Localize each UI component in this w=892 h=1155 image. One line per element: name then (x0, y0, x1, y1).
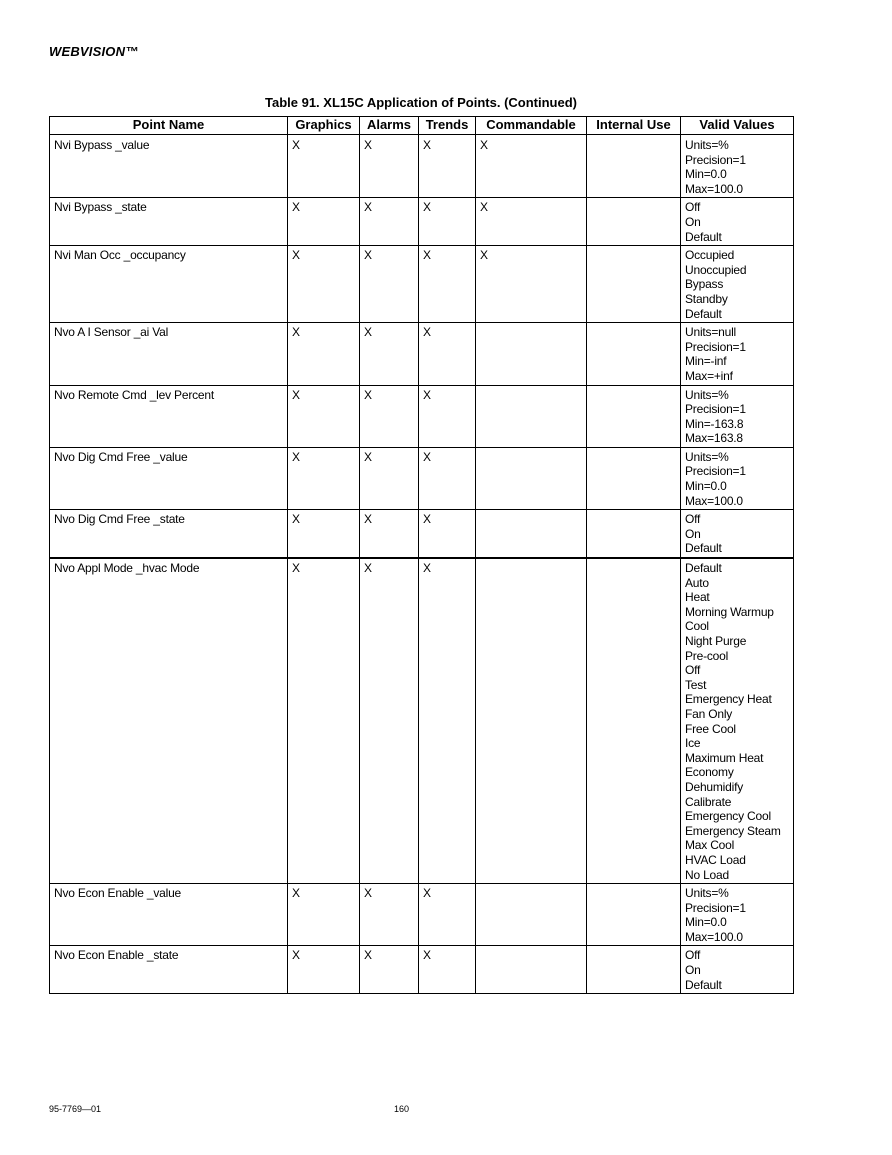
valid-values-cell (681, 135, 794, 198)
valid-value: Test (685, 677, 707, 692)
valid-value: Morning Warmup (685, 604, 774, 619)
graphics-cell: X (288, 884, 360, 946)
valid-value: Min=0.0 (685, 479, 727, 494)
valid-value: Units=% (685, 886, 729, 901)
commandable-cell: X (476, 135, 587, 198)
valid-value: Max=100.0 (685, 181, 743, 196)
valid-value: Units=% (685, 449, 729, 464)
internal-use-cell (587, 385, 681, 447)
alarms-cell: X (360, 135, 419, 198)
point-name-cell: Nvo Econ Enable _value (50, 884, 288, 946)
trends-cell: X (419, 558, 476, 884)
valid-value: Free Cool (685, 721, 736, 736)
internal-use-cell (587, 946, 681, 994)
commandable-cell: X (476, 198, 587, 246)
graphics-cell: X (288, 510, 360, 558)
valid-value: Min=0.0 (685, 915, 727, 930)
valid-value: Economy (685, 765, 734, 780)
graphics-cell: X (288, 135, 360, 198)
valid-value: Unoccupied (685, 262, 747, 277)
valid-value: Default (685, 306, 722, 321)
internal-use-cell (587, 246, 681, 323)
point-name-cell: Nvi Man Occ _occupancy (50, 246, 288, 323)
valid-value: Default (685, 229, 722, 244)
internal-use-cell (587, 510, 681, 558)
table-caption: Table 91. XL15C Application of Points. (Continued) (264, 95, 577, 110)
valid-value: Auto (685, 575, 709, 590)
internal-use-cell (587, 884, 681, 946)
valid-values-cell (681, 323, 794, 385)
valid-value: Default (685, 977, 722, 992)
valid-value: On (685, 214, 701, 229)
valid-value: Off (685, 948, 701, 963)
trends-cell: X (419, 510, 476, 558)
alarms-cell: X (360, 447, 419, 509)
alarms-cell: X (360, 385, 419, 447)
valid-value: Units=% (685, 387, 729, 402)
valid-value: Standby (685, 291, 728, 306)
col-header-alarms: Alarms (360, 117, 419, 135)
valid-value: Precision=1 (685, 402, 746, 417)
point-name-cell: Nvo A I Sensor _ai Val (50, 323, 288, 385)
table-row (50, 884, 794, 946)
table-row (50, 447, 794, 509)
valid-value: Off (685, 200, 701, 215)
table-row (50, 558, 794, 884)
valid-value: No Load (685, 867, 729, 882)
alarms-cell: X (360, 946, 419, 994)
point-name-cell: Nvi Bypass _state (50, 198, 288, 246)
valid-value: Precision=1 (685, 900, 746, 915)
col-header-internal-use: Internal Use (587, 117, 681, 135)
col-header-point-name: Point Name (50, 117, 288, 135)
valid-value: Max=100.0 (685, 493, 743, 508)
graphics-cell: X (288, 246, 360, 323)
col-header-graphics: Graphics (288, 117, 360, 135)
trends-cell: X (419, 385, 476, 447)
valid-value: Min=-inf (685, 354, 727, 369)
point-name-cell: Nvo Remote Cmd _lev Percent (50, 385, 288, 447)
valid-values-cell (681, 510, 794, 558)
table-row (50, 510, 794, 558)
valid-value: Bypass (685, 277, 724, 292)
valid-values-cell (681, 447, 794, 509)
internal-use-cell (587, 558, 681, 884)
table-row (50, 135, 794, 198)
trends-cell: X (419, 946, 476, 994)
valid-value: Units=null (685, 325, 737, 340)
valid-values-cell (681, 558, 794, 884)
graphics-cell: X (288, 385, 360, 447)
commandable-cell (476, 946, 587, 994)
table-row (50, 946, 794, 994)
internal-use-cell (587, 323, 681, 385)
valid-value: Night Purge (685, 634, 747, 648)
valid-value: Cool (685, 619, 709, 634)
col-header-valid-values: Valid Values (681, 117, 794, 135)
valid-value: Pre-cool (685, 648, 729, 663)
valid-value: Emergency Heat (685, 692, 772, 707)
graphics-cell: X (288, 558, 360, 884)
valid-value: HVAC Load (685, 852, 746, 867)
valid-values-cell (681, 246, 794, 323)
valid-value: Precision=1 (685, 339, 746, 354)
valid-values-cell (681, 946, 794, 994)
table-header-row (50, 117, 794, 135)
point-name-cell: Nvi Bypass _value (50, 135, 288, 198)
trends-cell: X (419, 447, 476, 509)
valid-value: Emergency Steam (685, 823, 781, 838)
point-name-cell: Nvo Econ Enable _state (50, 946, 288, 994)
alarms-cell: X (360, 246, 419, 323)
commandable-cell (476, 558, 587, 884)
valid-value: Fan Only (685, 706, 733, 721)
valid-value: Off (685, 663, 701, 678)
point-name-cell: Nvo Appl Mode _hvac Mode (50, 558, 288, 884)
points-table (49, 116, 794, 994)
valid-values-cell (681, 385, 794, 447)
commandable-cell (476, 884, 587, 946)
table-row (50, 246, 794, 323)
commandable-cell (476, 510, 587, 558)
alarms-cell: X (360, 510, 419, 558)
valid-value: Max=+inf (685, 368, 733, 383)
valid-value: On (685, 526, 701, 541)
valid-value: Precision=1 (685, 464, 746, 479)
trends-cell: X (419, 246, 476, 323)
graphics-cell: X (288, 946, 360, 994)
valid-value: Max Cool (685, 838, 735, 853)
valid-value: Dehumidify (685, 779, 744, 794)
trends-cell: X (419, 884, 476, 946)
valid-value: Occupied (685, 248, 735, 263)
internal-use-cell (587, 198, 681, 246)
commandable-cell (476, 323, 587, 385)
valid-value: Maximum Heat (685, 750, 764, 765)
col-header-trends: Trends (419, 117, 476, 135)
page-number: 160 (394, 1104, 410, 1114)
valid-value: Precision=1 (685, 152, 746, 167)
commandable-cell: X (476, 246, 587, 323)
valid-value: Emergency Cool (685, 809, 771, 824)
commandable-cell (476, 385, 587, 447)
valid-value: On (685, 963, 701, 978)
trends-cell: X (419, 198, 476, 246)
valid-value: Min=-163.8 (685, 416, 744, 431)
table-row (50, 323, 794, 385)
graphics-cell: X (288, 323, 360, 385)
table-row (50, 385, 794, 447)
graphics-cell: X (288, 198, 360, 246)
valid-value: Ice (685, 736, 701, 751)
document-brand: WEBVISION™ (49, 44, 139, 59)
graphics-cell: X (288, 447, 360, 509)
alarms-cell: X (360, 884, 419, 946)
valid-value: Off (685, 512, 701, 527)
trends-cell: X (419, 323, 476, 385)
valid-value: Default (685, 561, 722, 576)
internal-use-cell (587, 447, 681, 509)
valid-values-cell (681, 198, 794, 246)
point-name-cell: Nvo Dig Cmd Free _value (50, 447, 288, 509)
valid-value: Default (685, 541, 722, 556)
valid-value: Max=100.0 (685, 929, 743, 944)
point-name-cell: Nvo Dig Cmd Free _state (50, 510, 288, 558)
valid-value: Min=0.0 (685, 167, 727, 182)
col-header-commandable: Commandable (476, 117, 587, 135)
valid-value: Calibrate (685, 794, 732, 809)
alarms-cell: X (360, 323, 419, 385)
table-row (50, 198, 794, 246)
points-table-body (50, 135, 794, 994)
valid-value: Units=% (685, 138, 729, 152)
document-number: 95-7769—01 (49, 1104, 102, 1114)
valid-value: Max=163.8 (685, 431, 743, 446)
trends-cell: X (419, 135, 476, 198)
commandable-cell (476, 447, 587, 509)
valid-values-cell (681, 884, 794, 946)
alarms-cell: X (360, 558, 419, 884)
alarms-cell: X (360, 198, 419, 246)
valid-value: Heat (685, 590, 710, 605)
internal-use-cell (587, 135, 681, 198)
